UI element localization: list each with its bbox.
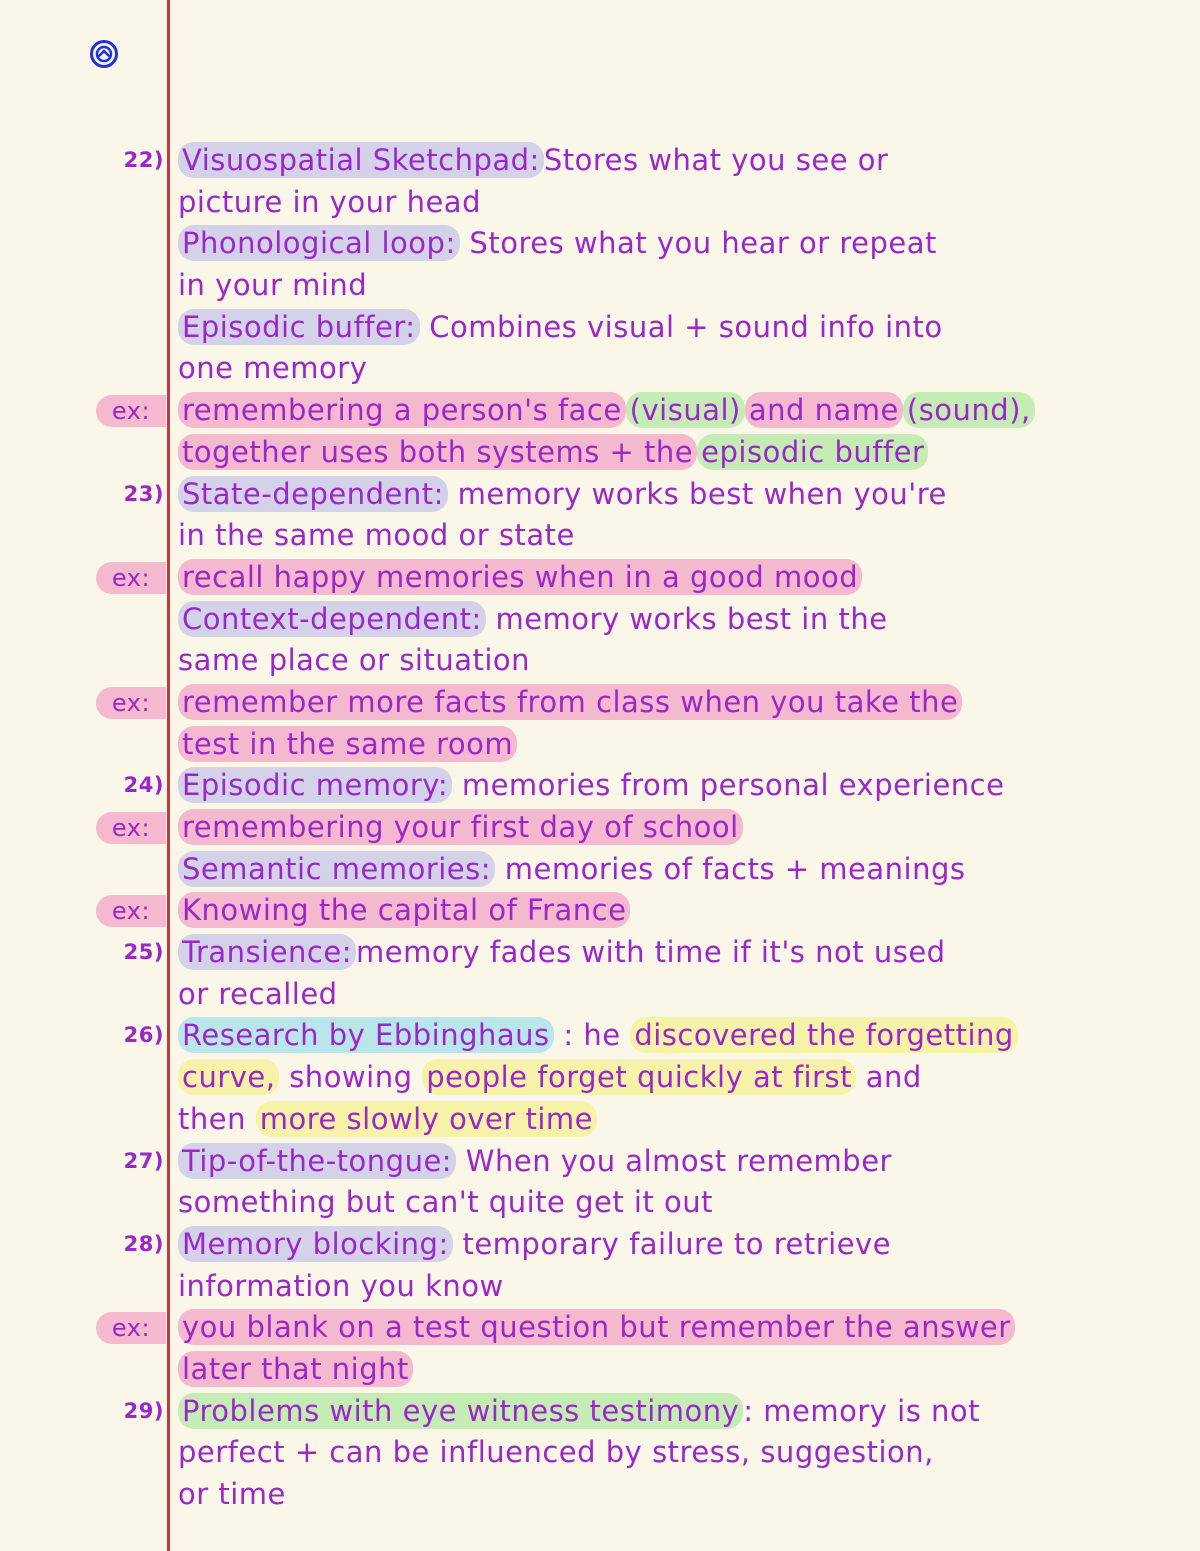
line-text bbox=[178, 765, 1004, 807]
line-text bbox=[178, 1391, 980, 1433]
note-line bbox=[0, 724, 1200, 766]
notes-page bbox=[0, 140, 1200, 1516]
example-highlight: Knowing the capital of France bbox=[178, 892, 630, 928]
item-number: 22) bbox=[123, 148, 164, 172]
text-segment: same place or situation bbox=[178, 643, 531, 678]
note-line bbox=[0, 849, 1200, 891]
item-number: 23) bbox=[123, 481, 164, 506]
note-line bbox=[0, 474, 1200, 516]
term-highlight: Context-dependent: bbox=[178, 601, 486, 637]
note-line bbox=[0, 265, 1200, 307]
item-number: 24) bbox=[123, 773, 164, 798]
text-segment: showing bbox=[279, 1060, 423, 1095]
yellow-highlight: discovered the forgetting bbox=[630, 1017, 1018, 1053]
text-segment: perfect + can be influenced by stress, suggestion, bbox=[178, 1435, 934, 1470]
line-text bbox=[178, 682, 962, 724]
line-text bbox=[178, 724, 517, 766]
text-segment: then bbox=[178, 1101, 256, 1136]
cyan-highlight: Research by Ebbinghaus bbox=[178, 1017, 554, 1053]
line-text bbox=[178, 1349, 413, 1391]
green-highlight: (visual) bbox=[626, 392, 745, 428]
note-line bbox=[0, 807, 1200, 849]
line-text bbox=[178, 932, 946, 974]
line-text bbox=[178, 807, 743, 849]
line-text bbox=[178, 890, 630, 932]
yellow-highlight: people forget quickly at first bbox=[422, 1059, 856, 1095]
text-segment: : memory is not bbox=[743, 1393, 981, 1428]
note-line bbox=[0, 1099, 1200, 1141]
text-segment: or recalled bbox=[178, 976, 338, 1011]
line-text bbox=[178, 1057, 922, 1099]
example-highlight: recall happy memories when in a good mood bbox=[178, 559, 862, 595]
green-highlight: (sound), bbox=[903, 392, 1035, 428]
item-number: 28) bbox=[123, 1231, 164, 1256]
text-segment: Stores what you hear or repeat bbox=[459, 226, 937, 261]
example-highlight: remember more facts from class when you take the bbox=[178, 684, 962, 720]
line-text bbox=[178, 432, 928, 474]
line-text bbox=[178, 515, 575, 557]
text-segment: or time bbox=[178, 1477, 286, 1511]
yellow-highlight: more slowly over time bbox=[256, 1101, 597, 1137]
line-text bbox=[178, 557, 862, 599]
note-line bbox=[0, 140, 1200, 182]
text-segment: memories of facts + meanings bbox=[495, 851, 966, 886]
text-segment: Combines visual + sound info into bbox=[419, 309, 943, 344]
line-text bbox=[178, 974, 338, 1016]
text-segment: memory works best when you're bbox=[447, 476, 947, 511]
yellow-highlight: curve, bbox=[178, 1059, 279, 1095]
line-text bbox=[178, 599, 888, 641]
item-number: 26) bbox=[123, 1023, 164, 1048]
note-line bbox=[0, 307, 1200, 349]
note-line bbox=[0, 348, 1200, 390]
line-text bbox=[178, 1015, 1018, 1057]
term-highlight: Episodic buffer: bbox=[178, 309, 420, 345]
line-text bbox=[178, 265, 367, 307]
term-highlight: Semantic memories: bbox=[178, 851, 495, 887]
text-segment: information you know bbox=[178, 1268, 504, 1303]
term-highlight: Memory blocking: bbox=[178, 1226, 453, 1262]
line-text bbox=[178, 348, 367, 390]
example-label: ex: bbox=[96, 812, 166, 844]
note-line bbox=[0, 223, 1200, 265]
line-text bbox=[178, 1474, 286, 1516]
term-highlight: Phonological loop: bbox=[178, 225, 460, 261]
text-segment: Stores what you see or bbox=[543, 143, 889, 177]
line-text bbox=[178, 140, 888, 182]
note-line bbox=[0, 515, 1200, 557]
text-segment: something but can't quite get it out bbox=[178, 1185, 714, 1220]
note-line bbox=[0, 1474, 1200, 1516]
note-line bbox=[0, 1015, 1200, 1057]
note-line bbox=[0, 932, 1200, 974]
example-highlight: and name bbox=[745, 392, 903, 428]
line-text bbox=[178, 223, 937, 265]
example-label: ex: bbox=[96, 895, 166, 927]
example-highlight: test in the same room bbox=[178, 726, 517, 762]
example-label: ex: bbox=[96, 687, 166, 719]
example-highlight: remembering a person's face bbox=[178, 392, 626, 428]
item-number: 27) bbox=[123, 1148, 164, 1173]
note-line bbox=[0, 1182, 1200, 1224]
term-highlight: Transience: bbox=[178, 934, 356, 970]
note-line bbox=[0, 1057, 1200, 1099]
example-highlight: together uses both systems + the bbox=[178, 434, 697, 470]
chevron-up-circle-icon bbox=[89, 39, 119, 69]
line-text bbox=[178, 390, 1035, 432]
example-highlight: you blank on a test question but remember the answer bbox=[178, 1309, 1015, 1345]
term-highlight: Tip-of-the-tongue: bbox=[178, 1143, 456, 1179]
green-highlight: Problems with eye witness testimony bbox=[178, 1393, 743, 1429]
text-segment: memory fades with time if it's not used bbox=[355, 935, 946, 970]
line-text bbox=[178, 640, 530, 682]
note-line bbox=[0, 1391, 1200, 1433]
note-line bbox=[0, 1224, 1200, 1266]
text-segment: : he bbox=[553, 1018, 631, 1053]
note-line bbox=[0, 974, 1200, 1016]
line-text bbox=[178, 1099, 597, 1141]
line-text bbox=[178, 307, 943, 349]
note-line bbox=[0, 1266, 1200, 1308]
text-segment: in your mind bbox=[178, 268, 368, 303]
note-line bbox=[0, 682, 1200, 724]
note-line bbox=[0, 765, 1200, 807]
note-line bbox=[0, 182, 1200, 224]
text-segment: temporary failure to retrieve bbox=[452, 1226, 892, 1261]
term-highlight: State-dependent: bbox=[178, 476, 448, 512]
line-text bbox=[178, 1307, 1015, 1349]
note-line bbox=[0, 890, 1200, 932]
green-highlight: episodic buffer bbox=[697, 434, 928, 470]
line-text bbox=[178, 182, 481, 224]
note-line bbox=[0, 640, 1200, 682]
scroll-up-button[interactable] bbox=[89, 39, 119, 69]
item-number: 29) bbox=[123, 1398, 164, 1423]
term-highlight: Visuospatial Sketchpad: bbox=[178, 142, 544, 178]
example-highlight: later that night bbox=[178, 1351, 413, 1387]
text-segment: memories from personal experience bbox=[452, 768, 1005, 803]
example-label: ex: bbox=[96, 395, 166, 427]
note-line bbox=[0, 1432, 1200, 1474]
note-line bbox=[0, 390, 1200, 432]
line-text bbox=[178, 849, 966, 891]
example-label: ex: bbox=[96, 562, 166, 594]
term-highlight: Episodic memory: bbox=[178, 767, 452, 803]
example-label: ex: bbox=[96, 1312, 166, 1344]
line-text bbox=[178, 1224, 891, 1266]
text-segment: memory works best in the bbox=[485, 601, 888, 636]
line-text bbox=[178, 1432, 934, 1474]
note-line bbox=[0, 599, 1200, 641]
note-line bbox=[0, 1141, 1200, 1183]
text-segment: in the same mood or state bbox=[178, 518, 575, 553]
text-segment: When you almost remember bbox=[456, 1143, 892, 1178]
line-text bbox=[178, 1141, 892, 1183]
note-line bbox=[0, 557, 1200, 599]
line-text bbox=[178, 1182, 713, 1224]
text-segment: picture in your head bbox=[178, 184, 481, 219]
item-number: 25) bbox=[123, 940, 164, 965]
text-segment: one memory bbox=[178, 351, 368, 386]
note-line bbox=[0, 1307, 1200, 1349]
note-line bbox=[0, 1349, 1200, 1391]
line-text bbox=[178, 1266, 504, 1308]
text-segment: and bbox=[856, 1060, 922, 1095]
note-line bbox=[0, 432, 1200, 474]
example-highlight: remembering your first day of school bbox=[178, 809, 743, 845]
line-text bbox=[178, 474, 947, 516]
